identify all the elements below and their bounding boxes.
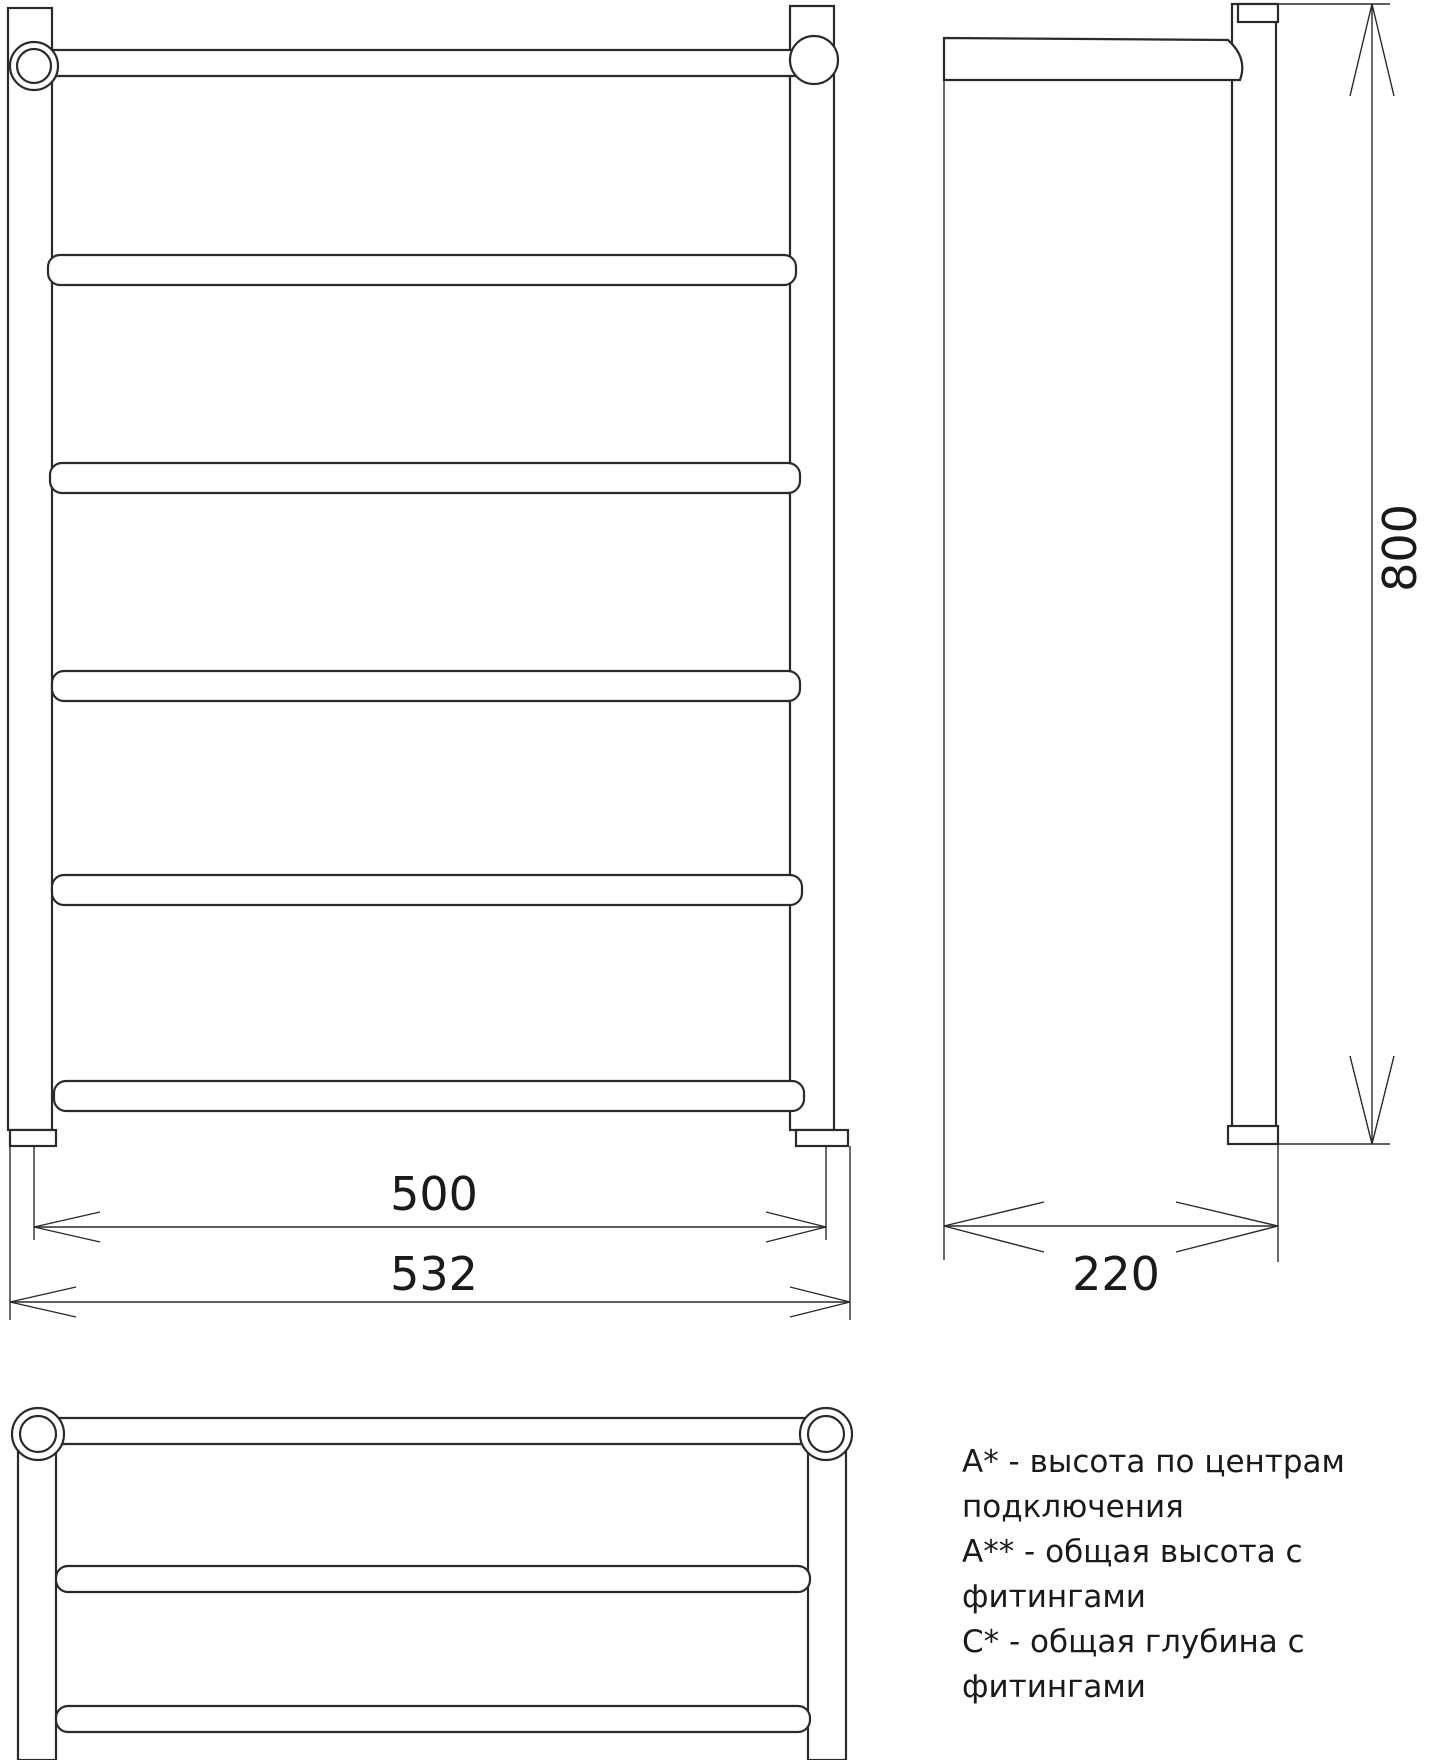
crossbar-4 xyxy=(52,875,802,905)
top-view-left-upright xyxy=(18,1420,56,1760)
crossbar-5 xyxy=(54,1081,804,1111)
top-view xyxy=(12,1408,852,1760)
legend-item-a: A* - высота по центрам подключения xyxy=(962,1444,1345,1525)
crossbar-3 xyxy=(52,671,800,701)
left-foot-fitting xyxy=(10,1130,56,1146)
dim-220-arrow-right xyxy=(1176,1202,1278,1252)
left-upright xyxy=(8,8,52,1130)
right-foot-fitting xyxy=(796,1130,848,1146)
top-view-right-circle-inner xyxy=(808,1416,844,1452)
crossbar-1 xyxy=(48,255,796,285)
legend-item-a2: A** - общая высота с фитингами xyxy=(962,1534,1303,1615)
legend-item-c: C* - общая глубина с фитингами xyxy=(962,1624,1305,1705)
front-view xyxy=(8,6,850,1320)
dim-800-label: 800 xyxy=(1373,504,1427,592)
left-connection-inner xyxy=(17,49,51,83)
right-upright xyxy=(790,6,834,1130)
dim-500-label: 500 xyxy=(390,1167,478,1221)
dim-220-arrow-left xyxy=(944,1202,1044,1252)
top-view-left-circle-inner xyxy=(20,1416,56,1452)
top-view-right-upright xyxy=(808,1420,846,1760)
top-view-bar-3 xyxy=(56,1706,810,1732)
side-view xyxy=(944,4,1427,1301)
right-connection-circle xyxy=(790,36,838,84)
top-view-top-bar xyxy=(38,1418,828,1444)
side-bottom-cap xyxy=(1228,1126,1278,1144)
dim-532-label: 532 xyxy=(390,1247,478,1301)
crossbar-2 xyxy=(50,463,800,493)
side-upright xyxy=(1232,4,1276,1130)
top-bar xyxy=(36,50,816,76)
top-view-bar-2 xyxy=(56,1566,810,1592)
legend xyxy=(962,1440,1382,1710)
side-top-bracket xyxy=(944,38,1242,80)
dim-220-label: 220 xyxy=(1072,1247,1160,1301)
side-top-cap xyxy=(1238,4,1278,22)
